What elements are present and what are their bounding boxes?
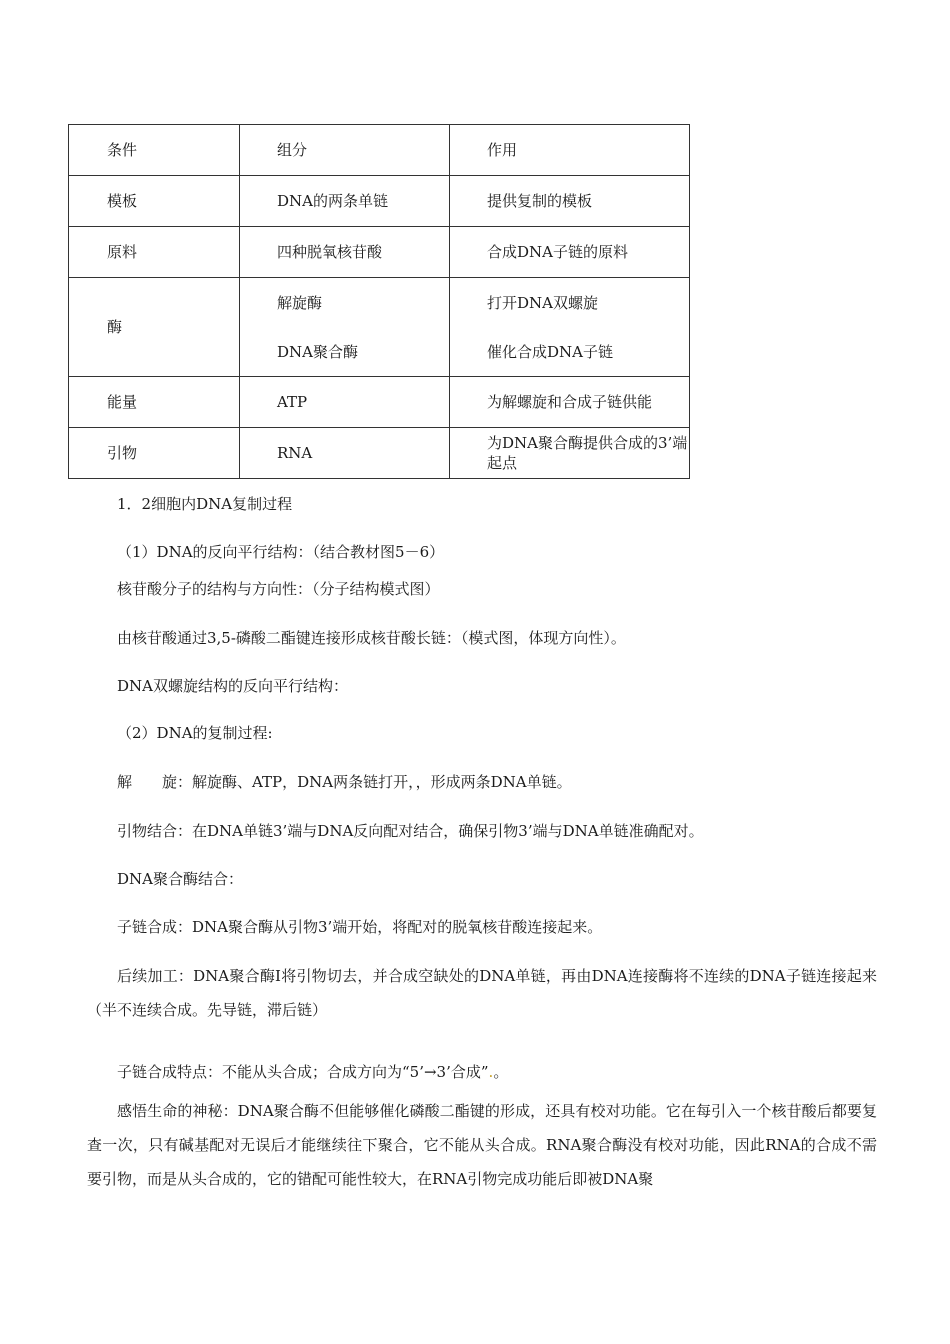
table-row bbox=[69, 428, 690, 479]
double-helix-line: DNA双螺旋结构的反向平行结构： bbox=[117, 677, 348, 695]
row-components: RNA bbox=[240, 428, 450, 479]
section-heading: 1．2细胞内DNA复制过程 bbox=[117, 495, 293, 513]
feature-dot: . bbox=[488, 1063, 494, 1081]
feature-text: 子链合成特点：不能从头合成；合成方向为“5’→3’合成” bbox=[117, 1063, 489, 1081]
row-function: 合成DNA子链的原料 bbox=[450, 227, 690, 278]
table-row bbox=[69, 278, 690, 377]
row-components: 四种脱氧核苷酸 bbox=[240, 227, 450, 278]
step-post-processing: 后续加工：DNA聚合酶Ⅰ将引物切去，并合成空缺处的DNA单链，再由DNA连接酶将不连续的DNA子链连接起来（半不连续合成。先导链，滞后链） bbox=[87, 967, 877, 1019]
step-polymerase-binding: DNA聚合酶结合： bbox=[117, 870, 243, 888]
row-components: ATP bbox=[240, 377, 450, 428]
table-row bbox=[69, 377, 690, 428]
row-function: 提供复制的模板 bbox=[450, 176, 690, 227]
header-function: 作用 bbox=[450, 125, 690, 176]
step-strand-synthesis: 子链合成：DNA聚合酶从引物3’端开始，将配对的脱氧核苷酸连接起来。 bbox=[117, 918, 603, 936]
subsection-replication: （2）DNA的复制过程: bbox=[117, 724, 273, 742]
closing-paragraph: 感悟生命的神秘：DNA聚合酶不但能够催化磷酸二酯键的形成，还具有校对功能。它在每引入一个核苷酸后都要复查一次，只有碱基配对无误后才能继续往下聚合，它不能从头合成。RNA聚合酶没有校对功能，因此RNA的合成不需要引物，而是从头合成的，它的错配可能性较大，在RNA引物完成功能后即被DNA聚 bbox=[87, 1102, 877, 1188]
row-condition: 酶 bbox=[69, 278, 240, 377]
row-components bbox=[240, 278, 450, 377]
row-function: 为解螺旋和合成子链供能 bbox=[450, 377, 690, 428]
subsection-antiparallel: （1）DNA的反向平行结构：（结合教材图5－6） bbox=[117, 543, 445, 561]
row-condition: 能量 bbox=[69, 377, 240, 428]
component-item: 解旋酶 bbox=[277, 293, 323, 312]
nucleotide-structure-line: 核苷酸分子的结构与方向性：（分子结构模式图） bbox=[117, 580, 440, 598]
row-condition: 模板 bbox=[69, 176, 240, 227]
step-unwinding bbox=[117, 772, 572, 792]
step-label: 解 旋 bbox=[117, 773, 178, 791]
step-text: ：解旋酶、ATP，DNA两条链打开，，形成两条DNA单链。 bbox=[177, 773, 572, 791]
function-item: 催化合成DNA子链 bbox=[487, 342, 613, 361]
row-function bbox=[450, 278, 690, 377]
header-condition: 条件 bbox=[69, 125, 240, 176]
header-components: 组分 bbox=[240, 125, 450, 176]
row-condition: 原料 bbox=[69, 227, 240, 278]
table-header-row bbox=[69, 125, 690, 176]
table-row bbox=[69, 176, 690, 227]
function-item: 打开DNA双螺旋 bbox=[487, 293, 598, 312]
row-condition: 引物 bbox=[69, 428, 240, 479]
component-item: DNA聚合酶 bbox=[277, 342, 358, 361]
synthesis-feature-line bbox=[117, 1062, 508, 1082]
row-function: 为DNA聚合酶提供合成的3’端起点 bbox=[450, 428, 690, 479]
table-row bbox=[69, 227, 690, 278]
row-components: DNA的两条单链 bbox=[240, 176, 450, 227]
nucleotide-chain-line: 由核苷酸通过3,5-磷酸二酯键连接形成核苷酸长链：（模式图，体现方向性）。 bbox=[117, 629, 626, 647]
step-primer-binding: 引物结合：在DNA单链3’端与DNA反向配对结合，确保引物3’端与DNA单链准确配对。 bbox=[117, 822, 704, 840]
feature-end: 。 bbox=[493, 1063, 509, 1081]
replication-conditions-table bbox=[68, 124, 690, 479]
